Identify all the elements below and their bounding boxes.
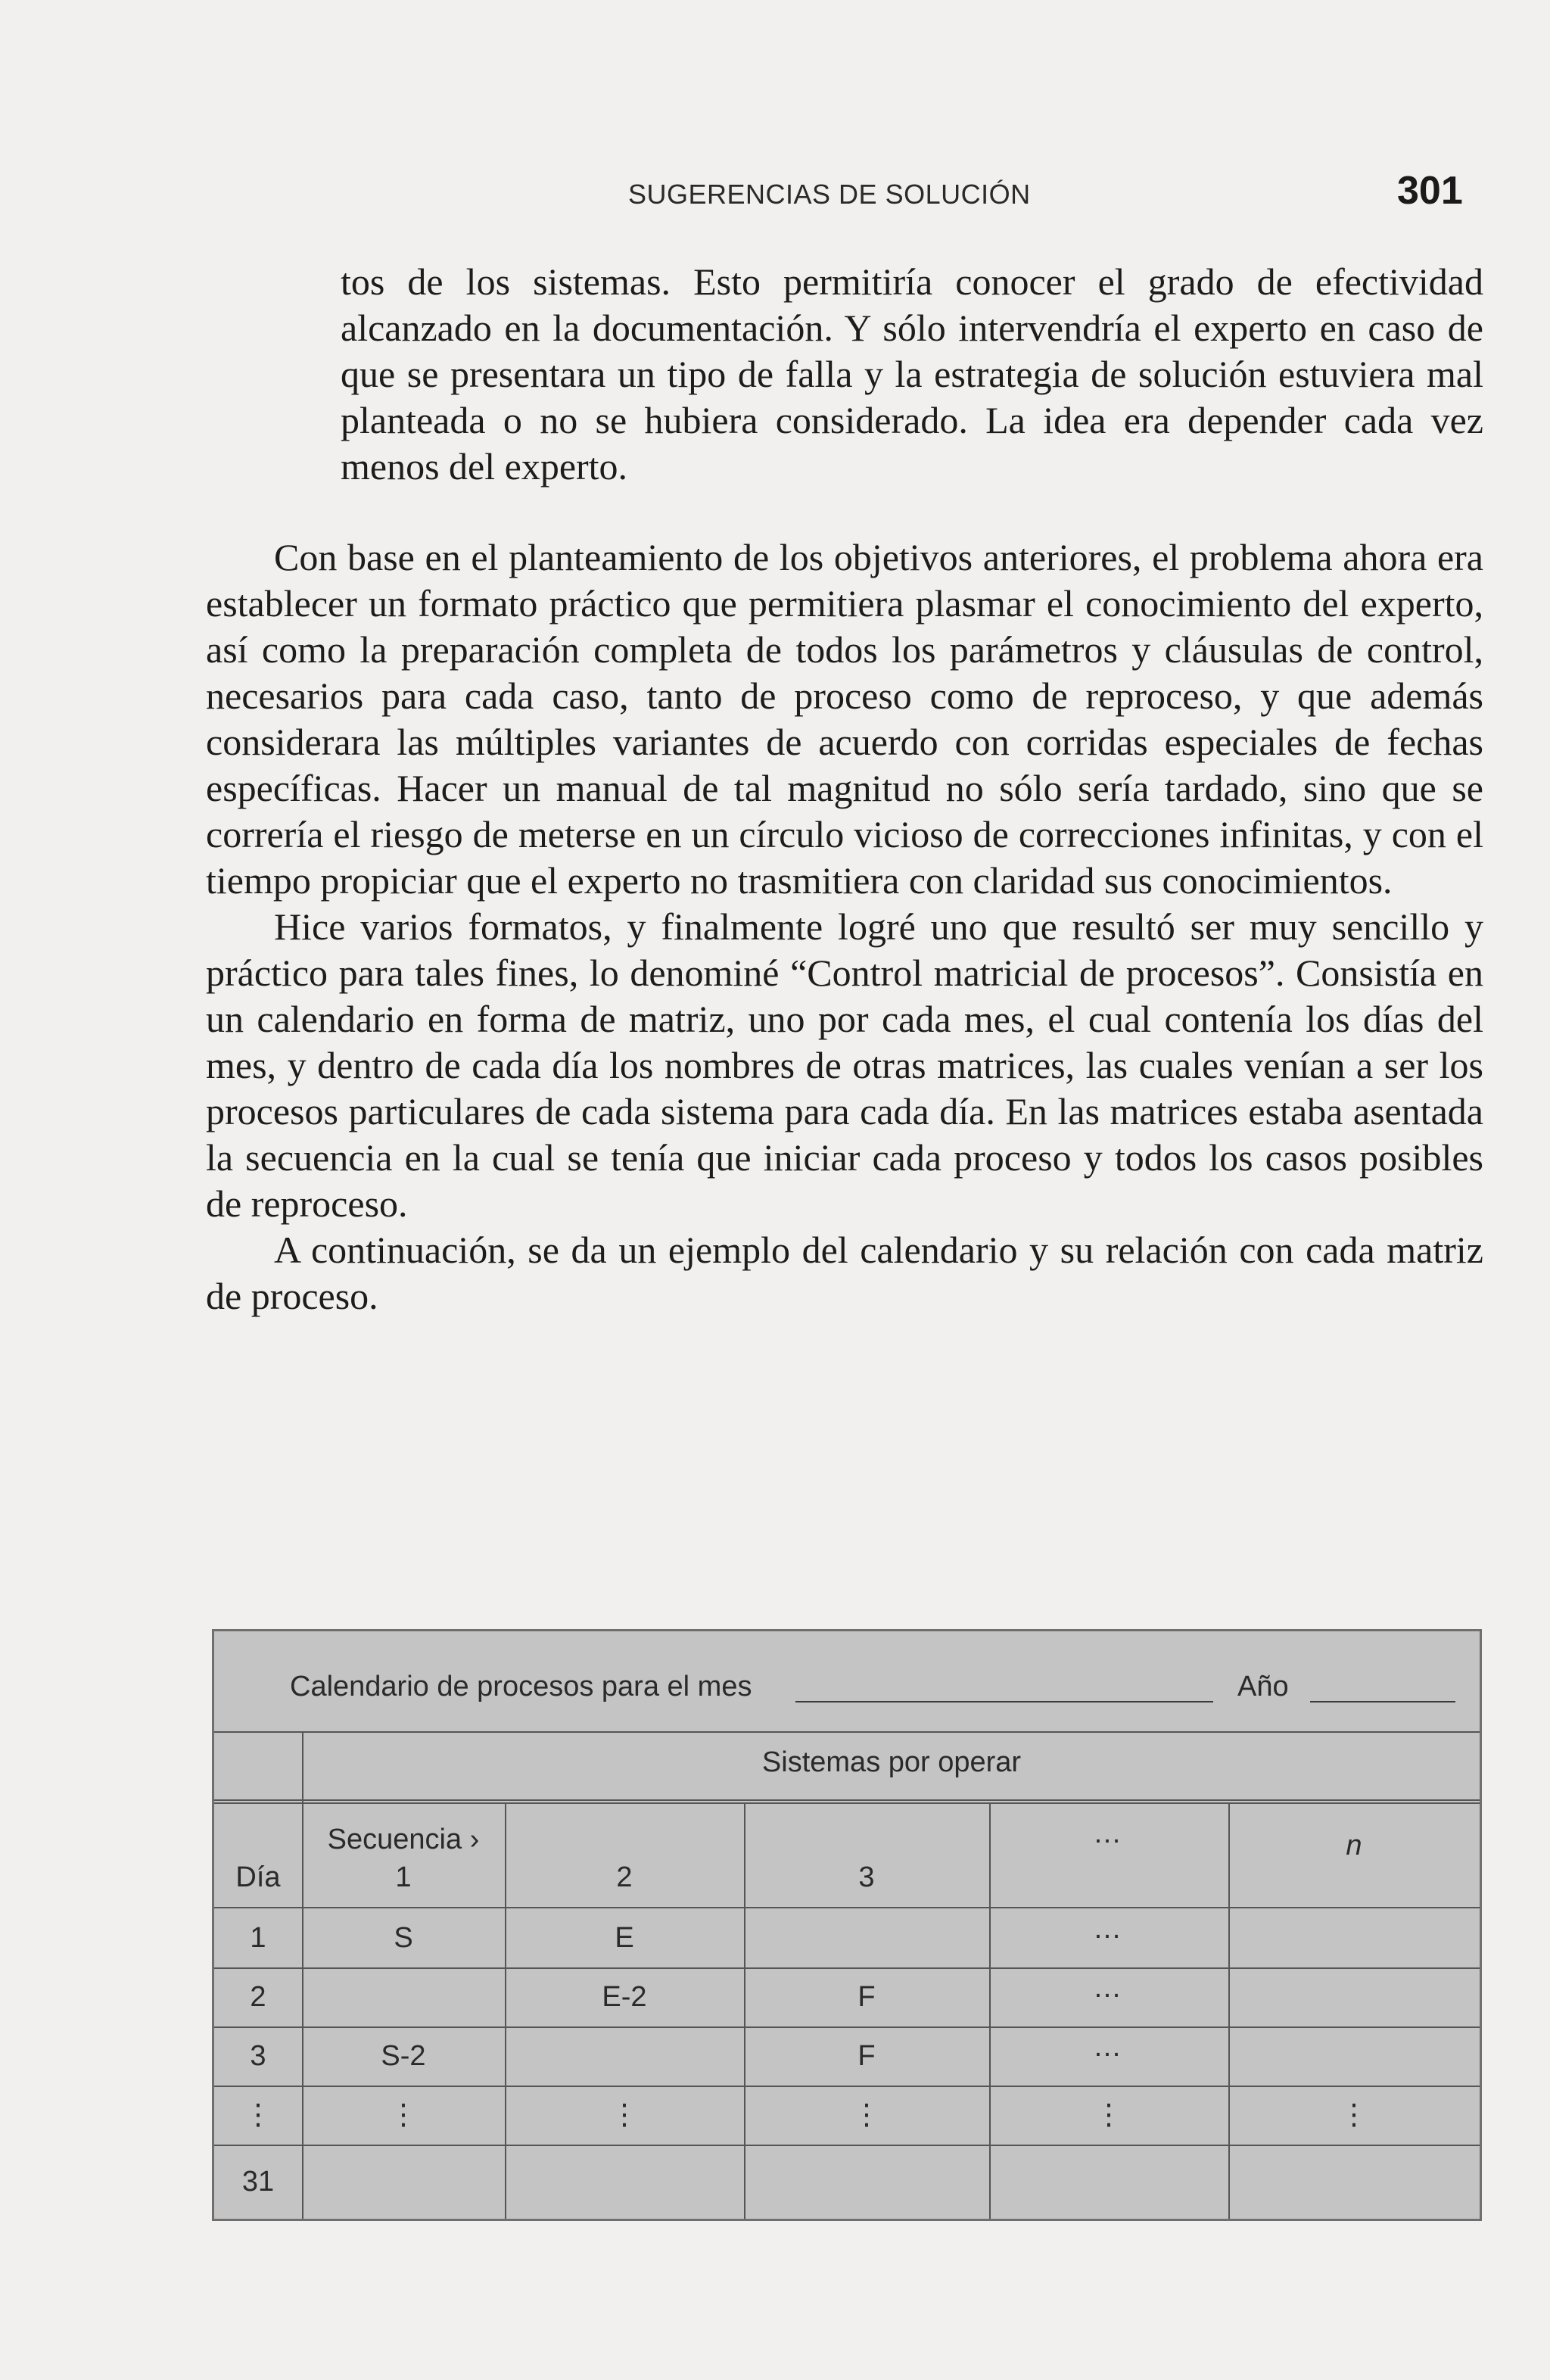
table-cell: F [857,2040,876,2072]
column-header: 2 [616,1861,633,1893]
table-cell: … [1093,2031,1125,2063]
year-label: Año [1237,1671,1289,1702]
table-cell: E [615,1922,634,1954]
day-cell: ⋮ [244,2099,272,2131]
sequence-label: Secuencia › [327,1824,480,1855]
table-cell: ⋮ [852,2099,881,2131]
year-blank-line [1310,1701,1455,1702]
table-cell: ⋮ [1340,2099,1368,2131]
table-cell: S-2 [381,2040,426,2072]
day-header: Día [235,1861,281,1893]
running-head: SUGERENCIAS DE SOLUCIÓN [628,179,1031,210]
month-blank-line [795,1701,1213,1702]
day-cell: 1 [250,1922,266,1954]
table-cell: E-2 [602,1981,647,2013]
column-header: … [1093,1818,1125,1849]
column-header: 3 [858,1861,875,1893]
column-header: 1 [395,1861,412,1893]
day-cell: 31 [241,2166,275,2198]
column-header: n [1346,1830,1362,1861]
calendar-title: Calendario de procesos para el mes [290,1671,752,1702]
table-cell: F [857,1981,876,2013]
table-cell: ⋮ [1094,2099,1123,2131]
table-cell: ⋮ [389,2099,418,2131]
table-cell: … [1093,1913,1125,1945]
table-cell: S [394,1922,413,1954]
day-cell: 3 [250,2040,266,2072]
process-calendar-figure [212,1629,1482,2221]
day-cell: 2 [250,1981,266,2013]
systems-header: Sistemas por operar [761,1746,1022,1778]
body-text [206,534,1483,1319]
paragraph-continuation: tos de los sistemas. Esto permitiría conocer el grado de efectividad alcanzado en la documentación. Y sólo intervendría el experto en caso de que se presentara un tipo de falla y la estrategia de solución estuviera mal planteada o no se hubiera considerado. La idea era depender cada vez menos del experto. [341,260,1483,488]
table-cell: … [1093,1972,1125,2004]
paragraph: Con base en el planteamiento de los objetivos anteriores, el problema ahora era establecer un formato práctico que permitiera plasmar el conocimiento del experto, así como la preparación completa de todos los parámetros y cláusulas de control, necesarios para cada caso, tanto de proceso como de reproceso, y que además considerara las múltiples variantes de acuerdo con corridas especiales de fechas específicas. Hacer un manual de tal magnitud no sólo sería tardado, sino que se correría el riesgo de meterse en un círculo vicioso de correcciones infinitas, y con el tiempo propiciar que el experto no trasmitiera con claridad sus conocimientos. [206,536,1483,902]
paragraph: Hice varios formatos, y finalmente logré uno que resultó ser muy sencillo y práctico para tales fines, lo denominé “Control matricial de procesos”. Consistía en un calendario en forma de matriz, uno por cada mes, el cual contenía los días del mes, y dentro de cada día los nombres de otras matrices, las cuales venían a ser los procesos particulares de cada sistema para cada día. En las matrices estaba asentada la secuencia en la cual se tenía que iniciar cada proceso y todos los casos posibles de reproceso. [206,905,1483,1225]
paragraph: A continuación, se da un ejemplo del calendario y su relación con cada matriz de proceso. [206,1229,1483,1317]
page-number: 301 [1397,169,1463,213]
table-cell: ⋮ [610,2099,639,2131]
